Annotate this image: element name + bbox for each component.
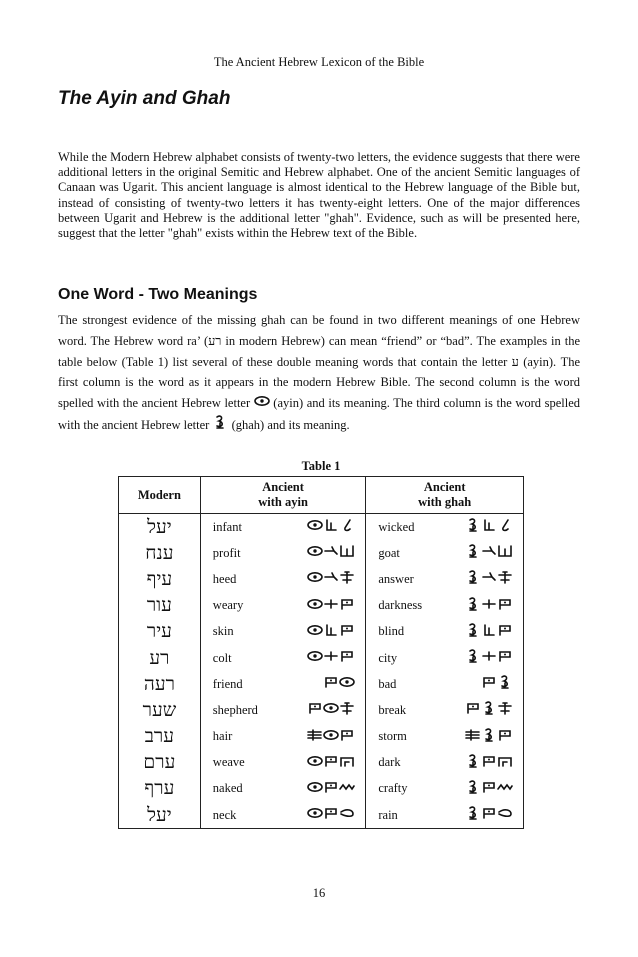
pictograph-resh-icon bbox=[339, 649, 355, 663]
pictograph-vav-icon bbox=[323, 597, 339, 611]
pictograph-ghah-icon bbox=[481, 728, 497, 742]
pictograph-vav-icon bbox=[481, 597, 497, 611]
pictograph-resh-icon bbox=[497, 728, 513, 742]
pictograph-resh-icon bbox=[339, 597, 355, 611]
pictograph-heh-icon bbox=[497, 701, 513, 715]
table-row bbox=[119, 697, 524, 723]
pictograph-pey-icon bbox=[339, 806, 355, 820]
pictograph-pey-icon bbox=[497, 806, 513, 820]
section-heading: One Word - Two Meanings bbox=[58, 286, 258, 303]
para-text-c: (ayin). The first column is the word as it appears in the modern Hebrew Bible. The second column is the word spelled with the ancient Hebrew letter bbox=[58, 354, 580, 411]
pictograph-resh-icon bbox=[339, 728, 355, 742]
pictograph-ghah-icon bbox=[465, 518, 481, 532]
table-row bbox=[119, 540, 524, 566]
pictograph-ayin-icon bbox=[339, 675, 355, 689]
pictograph-het-icon bbox=[497, 544, 513, 558]
pictograph-ghah-icon bbox=[465, 806, 481, 820]
pictograph-bet-icon bbox=[339, 754, 355, 768]
modern-word: רעה bbox=[119, 671, 201, 697]
lexicon-table bbox=[118, 476, 524, 829]
pictograph-yud-icon bbox=[323, 518, 339, 532]
para-text-a: The strongest evidence of the missing ghah can be found in two different meanings of one Hebrew word. The Hebrew word ra’ ( bbox=[58, 313, 580, 348]
ghah-meaning: wicked bbox=[378, 519, 415, 534]
pictograph-heh-icon bbox=[497, 570, 513, 584]
header-ancient-ghah bbox=[366, 477, 524, 514]
pictograph-ayin-icon bbox=[307, 649, 323, 663]
modern-word: יעל bbox=[119, 514, 201, 541]
pictograph-resh-icon bbox=[497, 649, 513, 663]
ghah-pictograph bbox=[460, 514, 524, 541]
pictograph-resh-icon bbox=[481, 754, 497, 768]
header-modern: Modern bbox=[119, 477, 201, 514]
pictograph-resh-icon bbox=[323, 780, 339, 794]
ghah-pictograph bbox=[460, 593, 524, 619]
pictograph-ayin-icon bbox=[307, 754, 323, 768]
pictograph-ayin-icon bbox=[323, 728, 339, 742]
pictograph-ayin-icon bbox=[307, 597, 323, 611]
ayin-meaning: profit bbox=[212, 545, 241, 560]
pictograph-yud-icon bbox=[481, 623, 497, 637]
pictograph-mem-icon bbox=[497, 780, 513, 794]
pictograph-resh-icon bbox=[323, 675, 339, 689]
ghah-pictograph bbox=[460, 776, 524, 802]
pictograph-het-icon bbox=[339, 544, 355, 558]
pictograph-nun-icon bbox=[481, 544, 497, 558]
para-text-e: (ghah) and its meaning. bbox=[228, 417, 350, 432]
table-row bbox=[119, 593, 524, 619]
ghah-meaning: crafty bbox=[378, 781, 408, 796]
ayin-pictograph bbox=[294, 671, 366, 697]
ghah-pictograph bbox=[460, 619, 524, 645]
ghah-meaning: break bbox=[378, 702, 407, 717]
ayin-meaning: neck bbox=[200, 802, 294, 829]
pictograph-ghah-icon bbox=[465, 544, 481, 558]
pictograph-heh-icon bbox=[339, 701, 355, 715]
pictograph-resh-icon bbox=[465, 701, 481, 715]
header-ancient-ayin bbox=[200, 477, 366, 514]
table-row bbox=[119, 619, 524, 645]
pictograph-resh-icon bbox=[323, 806, 339, 820]
ghah-meaning: storm bbox=[378, 729, 407, 744]
header-ghah-line2: with ghah bbox=[418, 495, 472, 509]
table-row bbox=[119, 776, 524, 802]
modern-word: עיף bbox=[119, 566, 201, 592]
pictograph-vav-icon bbox=[481, 649, 497, 663]
modern-word: ענח bbox=[119, 540, 201, 566]
pictograph-ayin-icon bbox=[307, 518, 323, 532]
ghah-meaning: answer bbox=[378, 571, 414, 586]
table-row bbox=[119, 566, 524, 592]
pictograph-mem-icon bbox=[339, 780, 355, 794]
pictograph-resh-icon bbox=[497, 597, 513, 611]
pictograph-ghah-icon bbox=[465, 754, 481, 768]
ghah-pictograph bbox=[460, 697, 524, 723]
pictograph-resh-icon bbox=[339, 623, 355, 637]
ayin-meaning: weary bbox=[212, 598, 244, 613]
ghah-meaning: goat bbox=[378, 545, 400, 560]
pictograph-ghah-icon bbox=[465, 780, 481, 794]
pictograph-shin-icon bbox=[465, 728, 481, 742]
ghah-meaning: rain bbox=[366, 802, 460, 829]
table-row bbox=[119, 671, 524, 697]
ayin-meaning: skin bbox=[212, 624, 234, 639]
pictograph-ayin-icon bbox=[307, 623, 323, 637]
pictograph-lamed-icon bbox=[339, 518, 355, 532]
pictograph-nun-icon bbox=[323, 544, 339, 558]
hebrew-letter-ayin: ע bbox=[511, 353, 519, 369]
modern-word: ערף bbox=[119, 776, 201, 802]
ghah-meaning: blind bbox=[378, 624, 405, 639]
ayin-meaning: heed bbox=[212, 571, 237, 586]
modern-word: יעל bbox=[119, 802, 201, 829]
table-row bbox=[119, 724, 524, 750]
table-row bbox=[119, 514, 524, 541]
ghah-meaning: darkness bbox=[378, 598, 423, 613]
header-ayin-line1: Ancient bbox=[262, 480, 304, 494]
pictograph-ghah-icon bbox=[497, 675, 513, 689]
ancient-ghah-icon bbox=[212, 415, 228, 436]
pictograph-resh-icon bbox=[481, 806, 497, 820]
para-text-d: (ayin) and its meaning. The third column is the word spelled with the ancient Hebrew letter bbox=[58, 396, 580, 432]
ayin-meaning: shepherd bbox=[212, 702, 258, 717]
ayin-pictograph bbox=[294, 776, 366, 802]
table-row bbox=[119, 750, 524, 776]
modern-word: ערב bbox=[119, 724, 201, 750]
pictograph-ghah-icon bbox=[465, 623, 481, 637]
ayin-meaning: hair bbox=[212, 729, 233, 744]
pictograph-nun-icon bbox=[323, 570, 339, 584]
ghah-meaning: bad bbox=[378, 676, 397, 691]
modern-word: שער bbox=[119, 697, 201, 723]
pictograph-ghah-icon bbox=[212, 415, 228, 429]
page-title: The Ayin and Ghah bbox=[58, 88, 231, 109]
pictograph-bet-icon bbox=[497, 754, 513, 768]
pictograph-ghah-icon bbox=[465, 649, 481, 663]
ayin-pictograph bbox=[294, 540, 366, 566]
pictograph-ghah-icon bbox=[465, 597, 481, 611]
ghah-meaning: dark bbox=[378, 755, 401, 770]
pictograph-ghah-icon bbox=[481, 701, 497, 715]
modern-word: ערם bbox=[119, 750, 201, 776]
ghah-pictograph bbox=[460, 802, 524, 829]
pictograph-resh-icon bbox=[481, 675, 497, 689]
pictograph-ayin-icon bbox=[254, 394, 270, 408]
pictograph-ayin-icon bbox=[307, 806, 323, 820]
ghah-pictograph bbox=[460, 566, 524, 592]
ayin-pictograph bbox=[294, 697, 366, 723]
pictograph-nun-icon bbox=[481, 570, 497, 584]
hebrew-word-ra: רע bbox=[208, 332, 222, 348]
ayin-pictograph bbox=[294, 724, 366, 750]
table-caption: Table 1 bbox=[301, 459, 341, 473]
ghah-pictograph bbox=[460, 540, 524, 566]
pictograph-heh-icon bbox=[339, 570, 355, 584]
header-ghah-line1: Ancient bbox=[423, 480, 466, 494]
page-number: 16 bbox=[312, 886, 326, 900]
running-head: The Ancient Hebrew Lexicon of the Bible bbox=[213, 55, 425, 69]
ancient-ayin-icon bbox=[254, 394, 270, 415]
para-text-b: in modern Hebrew) can mean “friend” or “bad”. The examples in the table below (Table 1) list several of these double meaning words that contain the letter bbox=[58, 333, 580, 369]
pictograph-ayin-icon bbox=[323, 701, 339, 715]
ghah-pictograph bbox=[460, 645, 524, 671]
pictograph-yud-icon bbox=[323, 623, 339, 637]
ayin-pictograph bbox=[294, 514, 366, 541]
ghah-meaning: city bbox=[378, 650, 398, 665]
ayin-pictograph bbox=[294, 593, 366, 619]
ayin-pictograph bbox=[294, 619, 366, 645]
modern-word: עור bbox=[119, 593, 201, 619]
table-row bbox=[119, 645, 524, 671]
intro-paragraph: While the Modern Hebrew alphabet consists of twenty-two letters, the evidence suggests that there were additional letters in the original Semitic and Hebrew alphabet. One of the ancient Semitic languages of Canaan was Ugarit. This ancient language is almost identical to the Hebrew language of the Bible but, instead of consisting of twenty-two letters it has twenty-eight letters. One of the major differences between Ugarit and Hebrew is the additional letter "ghah". Evidence, such as will be presented here, suggest that the letter "ghah" exists within the Hebrew text of the Bible. bbox=[58, 150, 580, 241]
pictograph-resh-icon bbox=[481, 780, 497, 794]
pictograph-lamed-icon bbox=[497, 518, 513, 532]
ayin-meaning: friend bbox=[212, 676, 243, 691]
pictograph-ayin-icon bbox=[307, 570, 323, 584]
header-ayin-line2: with ayin bbox=[258, 495, 308, 509]
modern-word: עיר bbox=[119, 619, 201, 645]
ayin-meaning: colt bbox=[212, 650, 232, 665]
ayin-meaning: infant bbox=[212, 519, 242, 534]
ghah-pictograph bbox=[460, 750, 524, 776]
table-row bbox=[119, 802, 524, 829]
ayin-meaning: naked bbox=[212, 781, 243, 796]
pictograph-ghah-icon bbox=[465, 570, 481, 584]
ghah-pictograph bbox=[460, 724, 524, 750]
pictograph-ayin-icon bbox=[307, 780, 323, 794]
pictograph-resh-icon bbox=[307, 701, 323, 715]
pictograph-shin-icon bbox=[307, 728, 323, 742]
ayin-pictograph bbox=[294, 802, 366, 829]
pictograph-ayin-icon bbox=[307, 544, 323, 558]
pictograph-vav-icon bbox=[323, 649, 339, 663]
pictograph-resh-icon bbox=[323, 754, 339, 768]
modern-word: רע bbox=[119, 645, 201, 671]
ayin-pictograph bbox=[294, 566, 366, 592]
section-paragraph bbox=[58, 310, 580, 436]
ghah-pictograph bbox=[460, 671, 524, 697]
ayin-pictograph bbox=[294, 750, 366, 776]
pictograph-yud-icon bbox=[481, 518, 497, 532]
ayin-meaning: weave bbox=[212, 755, 245, 770]
pictograph-resh-icon bbox=[497, 623, 513, 637]
ayin-pictograph bbox=[294, 645, 366, 671]
